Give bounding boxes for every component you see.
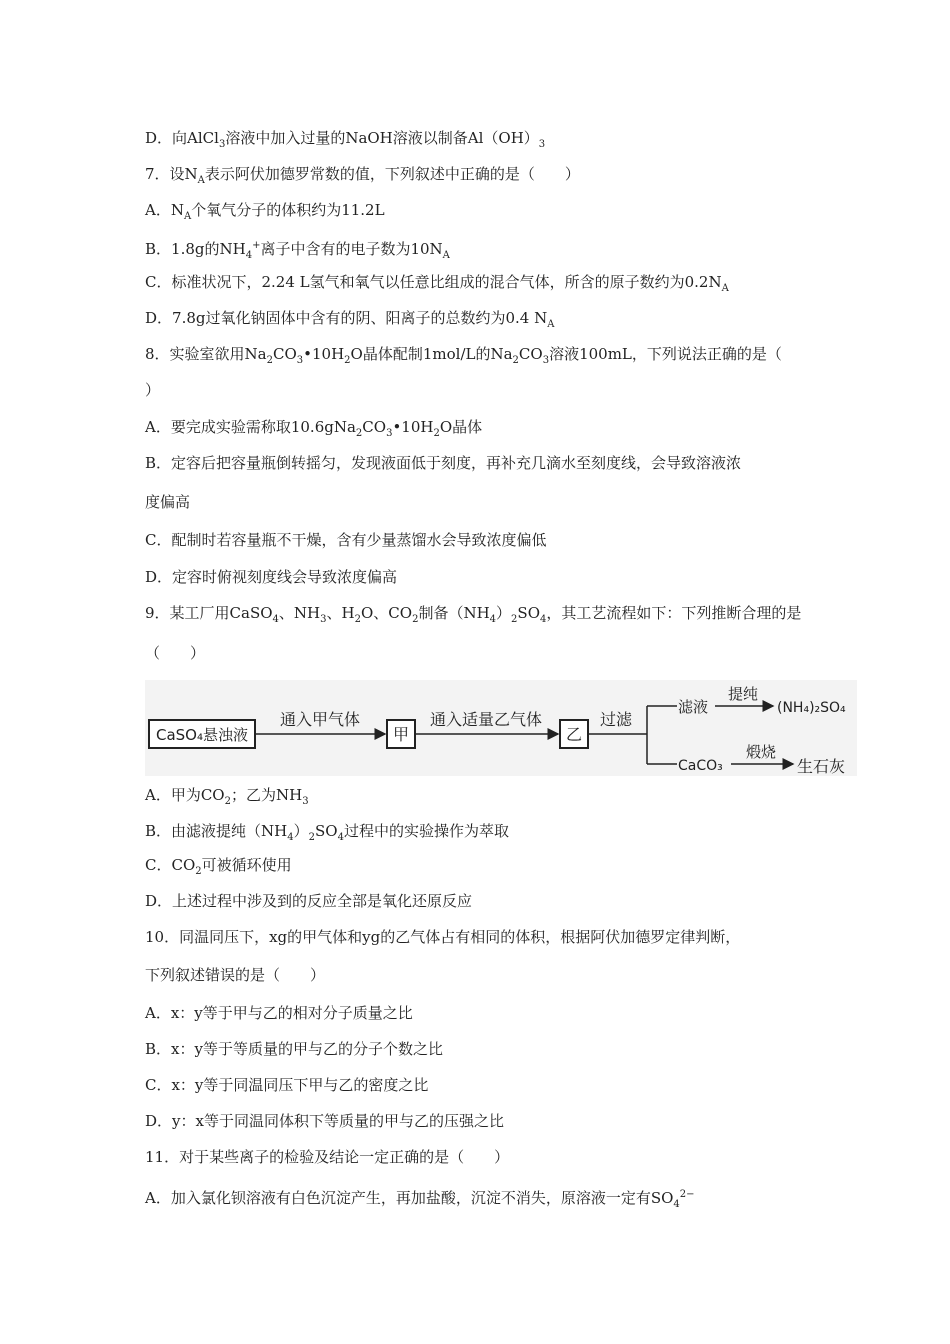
text-fragment: 9．某工厂用CaSO: [145, 604, 273, 622]
text-line-q8a: [145, 417, 845, 444]
text-fragment: A．加入氯化钡溶液有白色沉淀产生，再加盐酸，沉淀不消失，原溶液一定有SO: [145, 1189, 674, 1207]
text-fragment: ）: [496, 604, 512, 622]
calcine-label: 煅烧: [745, 743, 777, 761]
text-fragment: A．N: [145, 201, 184, 219]
text-fragment: 4: [489, 614, 497, 625]
text-fragment: B．定容后把容量瓶倒转摇匀，发现液面低于刻度，再补充几滴水至刻度线，会导致溶液浓: [145, 454, 742, 472]
text-fragment: D．向AlCl: [145, 129, 219, 147]
step1-label: 通入甲气体: [279, 710, 361, 729]
text-fragment: O、CO: [360, 604, 413, 622]
box-yi-label: 乙: [565, 725, 583, 744]
text-line-q9b: [145, 643, 845, 663]
text-line-q10d: [145, 1111, 845, 1131]
text-line-q10a: [145, 1003, 845, 1023]
text-line-q7c: [145, 272, 845, 299]
text-fragment: A: [183, 211, 192, 222]
text-fragment: 下列叙述错误的是（ ）: [145, 966, 326, 984]
text-fragment: 10．同温同压下，xg的甲气体和yg的乙气体占有相同的体积，根据阿伏加德罗定律判断，: [145, 928, 741, 946]
product-label: (NH₄)₂SO₄: [777, 700, 846, 716]
text-line-q9a: [145, 785, 845, 812]
text-line-q11a: [145, 1185, 845, 1215]
text-fragment: 制备（NH: [418, 604, 490, 622]
text-line-q9d: [145, 891, 845, 911]
text-fragment: CO: [362, 418, 387, 436]
text-fragment: •10H: [392, 418, 434, 436]
text-fragment: O晶体配制1mol/L的Na: [350, 345, 513, 363]
text-fragment: 2: [354, 614, 361, 625]
text-fragment: 3: [296, 355, 304, 366]
text-fragment: D．定容时俯视刻度线会导致浓度偏高: [145, 568, 398, 586]
text-fragment: 4: [337, 832, 344, 843]
text-fragment: A．x：y等于甲与乙的相对分子质量之比: [145, 1004, 413, 1022]
text-fragment: A: [442, 250, 450, 261]
text-fragment: D．7.8g过氧化钠固体中含有的阴、阳离子的总数约为0.4 N: [145, 309, 548, 327]
text-line-q9bb: [145, 821, 845, 848]
lime-label: 生石灰: [797, 757, 846, 776]
filtrate-label: 滤液: [678, 698, 709, 716]
text-line-q8c: [145, 530, 845, 550]
text-line-q8b3: [145, 492, 845, 512]
text-line-q8b: [145, 453, 845, 473]
text-fragment: （ ）: [145, 644, 206, 662]
text-fragment: 4: [673, 1199, 680, 1210]
text-line-q10c: [145, 1075, 845, 1095]
text-fragment: O晶体: [439, 418, 483, 436]
text-fragment: 8．实验室欲用Na: [145, 345, 267, 363]
text-line-q10b: [145, 965, 845, 985]
text-fragment: 可被循环使用: [201, 856, 292, 874]
text-fragment: SO: [517, 604, 540, 622]
text-fragment: 2: [512, 355, 519, 366]
text-fragment: 3: [542, 355, 550, 366]
text-fragment: ）: [293, 822, 309, 840]
text-fragment: 、NH: [278, 604, 321, 622]
text-line-q8b2: [145, 380, 845, 400]
text-fragment: 2: [195, 866, 202, 877]
text-fragment: 4: [245, 250, 253, 261]
text-fragment: 度偏高: [145, 493, 191, 511]
text-fragment: 3: [320, 614, 327, 625]
text-fragment: CO: [273, 345, 297, 363]
text-fragment: 3: [386, 428, 393, 439]
text-fragment: A: [547, 319, 555, 330]
text-fragment: 溶液中加入过量的NaOH溶液以制备Al（OH）: [225, 129, 539, 147]
text-fragment: C．x：y等于同温同压下甲与乙的密度之比: [145, 1076, 429, 1094]
text-line-q9c: [145, 855, 845, 882]
text-line-q7a: [145, 200, 845, 227]
text-fragment: B．由滤液提纯（NH: [145, 822, 288, 840]
text-line-q10bb: [145, 1039, 845, 1059]
text-line-q7b: [145, 236, 845, 266]
text-line-q9: [145, 603, 845, 630]
text-fragment: 、H: [326, 604, 355, 622]
text-fragment: 2: [266, 355, 273, 366]
text-fragment: 4: [272, 614, 279, 625]
text-fragment: C．CO: [145, 856, 196, 874]
text-fragment: 2: [511, 614, 518, 625]
text-line-q8: [145, 344, 845, 371]
text-line-q11: [145, 1147, 845, 1167]
text-fragment: 个氧气分子的体积约为11.2L: [191, 201, 385, 219]
text-fragment: 3: [538, 139, 546, 150]
text-fragment: ）: [145, 381, 161, 399]
text-fragment: 2: [412, 614, 419, 625]
text-fragment: 过程中的实验操作为萃取: [343, 822, 509, 840]
process-flow-diagram: [145, 680, 857, 776]
text-fragment: CO: [518, 345, 543, 363]
text-fragment: 2: [224, 796, 231, 807]
text-fragment: 2: [344, 355, 351, 366]
flow-svg: [145, 680, 857, 776]
text-fragment: 离子中含有的电子数为10N: [260, 240, 443, 258]
step3-label: 过滤: [599, 710, 633, 729]
text-fragment: 2: [355, 428, 363, 439]
start-label: CaSO₄悬浊液: [155, 726, 249, 744]
text-fragment: 7．设N: [145, 165, 198, 183]
box-jia-label: 甲: [392, 725, 410, 744]
text-fragment: 4: [540, 614, 547, 625]
text-fragment: ；乙为NH: [230, 786, 303, 804]
text-line-q7d: [145, 308, 845, 335]
text-fragment: B．x：y等于等质量的甲与乙的分子个数之比: [145, 1040, 443, 1058]
text-fragment: 溶液100mL，下列说法正确的是（: [549, 345, 782, 363]
text-fragment: D．y：x等于同温同体积下等质量的甲与乙的压强之比: [145, 1112, 504, 1130]
text-fragment: 11．对于某些离子的检验及结论一定正确的是（ ）: [145, 1148, 510, 1166]
text-fragment: 2: [308, 832, 315, 843]
text-fragment: 3: [218, 139, 226, 150]
text-fragment: •10H: [303, 345, 345, 363]
text-fragment: ，其工艺流程如下：下列推断合理的是: [546, 604, 802, 622]
text-fragment: SO: [315, 822, 338, 840]
text-line-q6d: [145, 128, 845, 155]
text-fragment: 表示阿伏加德罗常数的值，下列叙述中正确的是（ ）: [204, 165, 580, 183]
text-fragment: +: [252, 240, 261, 251]
text-fragment: C．标准状况下，2.24 L氢气和氧气以任意比组成的混合气体，所含的原子数约为0.2N: [145, 273, 722, 291]
text-line-q10: [145, 927, 845, 947]
text-fragment: 2−: [679, 1189, 695, 1200]
step2-label: 通入适量乙气体: [429, 710, 543, 729]
text-fragment: B．1.8g的NH: [145, 240, 246, 258]
text-fragment: D．上述过程中涉及到的反应全部是氧化还原反应: [145, 892, 473, 910]
text-fragment: A．要完成实验需称取10.6gNa: [145, 418, 356, 436]
solid-label: CaCO₃: [678, 758, 723, 774]
text-line-q8d: [145, 567, 845, 587]
text-line-q7: [145, 164, 845, 191]
text-fragment: A: [721, 283, 729, 294]
text-fragment: 3: [302, 796, 309, 807]
text-fragment: 2: [433, 428, 440, 439]
text-fragment: 4: [287, 832, 294, 843]
text-fragment: C．配制时若容量瓶不干燥，含有少量蒸馏水会导致浓度偏低: [145, 531, 547, 549]
purify-label: 提纯: [727, 685, 759, 703]
text-fragment: A: [197, 175, 205, 186]
text-fragment: A．甲为CO: [145, 786, 225, 804]
